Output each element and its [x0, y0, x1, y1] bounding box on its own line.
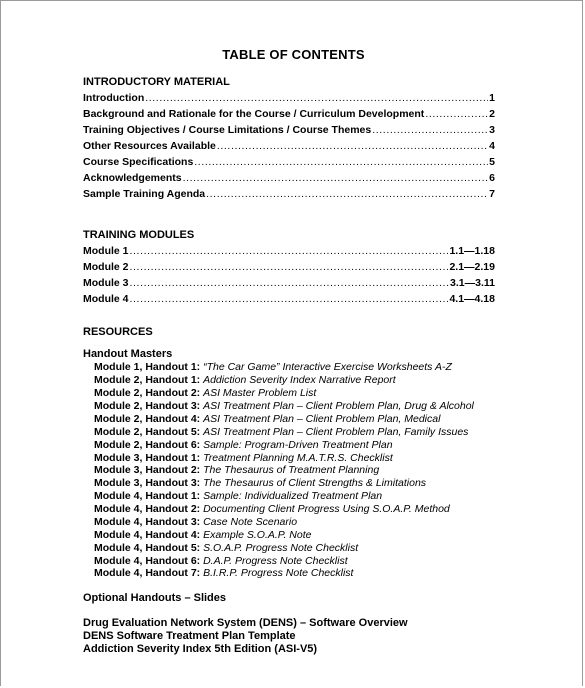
toc-entry[interactable]: [83, 140, 495, 154]
optional-handouts-heading: Optional Handouts – Slides: [83, 592, 227, 604]
toc-entry[interactable]: [83, 277, 495, 291]
handout-label: Module 2, Handout 5:: [94, 426, 201, 438]
handout-label: Module 2, Handout 4:: [94, 413, 201, 425]
section-heading-introductory: INTRODUCTORY MATERIAL: [83, 76, 230, 88]
toc-entry-label: Background and Rationale for the Course / Curriculum Development: [83, 108, 425, 120]
handout-item[interactable]: [94, 555, 348, 567]
handout-item[interactable]: [94, 503, 450, 515]
toc-entry-label: Module 1: [83, 245, 129, 257]
handout-item[interactable]: [94, 567, 353, 579]
toc-entry-page: 6: [489, 172, 495, 184]
toc-entry[interactable]: [83, 172, 495, 186]
handout-label: Module 3, Handout 2:: [94, 464, 201, 476]
toc-entry-label: Module 4: [83, 293, 129, 305]
toc-entry-page: 1.1—1.18: [449, 245, 495, 257]
toc-entry-label: Training Objectives / Course Limitations / Course Themes: [83, 124, 372, 136]
toc-entry-page: 2: [489, 108, 495, 120]
subheading-handout-masters: Handout Masters: [83, 348, 173, 360]
handout-title: Case Note Scenario: [203, 516, 298, 528]
dot-leader: [183, 172, 489, 184]
toc-entry-page: 2.1—2.19: [449, 261, 495, 273]
handout-item[interactable]: [94, 464, 379, 476]
section-heading-resources: RESOURCES: [83, 326, 153, 338]
resource-item[interactable]: DENS Software Treatment Plan Template: [83, 630, 296, 642]
handout-title: Example S.O.A.P. Note: [203, 529, 312, 541]
handout-item[interactable]: [94, 361, 452, 373]
toc-entry-page: 4: [489, 140, 495, 152]
handout-label: Module 4, Handout 3:: [94, 516, 201, 528]
dot-leader: [130, 277, 450, 289]
dot-leader: [130, 245, 449, 257]
toc-entry[interactable]: [83, 261, 495, 275]
dot-leader: [130, 261, 449, 273]
handout-label: Module 2, Handout 3:: [94, 400, 201, 412]
handout-title: The Thesaurus of Treatment Planning: [203, 464, 380, 476]
handout-label: Module 1, Handout 1:: [94, 361, 201, 373]
handout-title: D.A.P. Progress Note Checklist: [203, 555, 348, 567]
handout-item[interactable]: [94, 387, 316, 399]
toc-entry-label: Module 3: [83, 277, 129, 289]
dot-leader: [145, 92, 488, 104]
handout-item[interactable]: [94, 477, 426, 489]
handout-item[interactable]: [94, 542, 358, 554]
handout-label: Module 2, Handout 6:: [94, 439, 201, 451]
handout-title: Addiction Severity Index Narrative Report: [203, 374, 396, 386]
dot-leader: [425, 108, 488, 120]
toc-entry-label: Course Specifications: [83, 156, 194, 168]
handout-label: Module 4, Handout 1:: [94, 490, 201, 502]
dot-leader: [217, 140, 488, 152]
page-title: TABLE OF CONTENTS: [222, 47, 365, 62]
handout-title: S.O.A.P. Progress Note Checklist: [203, 542, 359, 554]
toc-entry-page: 3: [489, 124, 495, 136]
handout-item[interactable]: [94, 374, 396, 386]
handout-item[interactable]: [94, 529, 311, 541]
handout-label: Module 2, Handout 2:: [94, 387, 201, 399]
handout-label: Module 4, Handout 6:: [94, 555, 201, 567]
handout-label: Module 4, Handout 7:: [94, 567, 201, 579]
toc-entry[interactable]: [83, 156, 495, 170]
handout-title: “The Car Game” Interactive Exercise Worksheets A-Z: [203, 361, 452, 373]
handout-title: B.I.R.P. Progress Note Checklist: [203, 567, 354, 579]
dot-leader: [130, 293, 449, 305]
toc-entry[interactable]: [83, 108, 495, 122]
toc-entry-page: 7: [489, 188, 495, 200]
handout-title: ASI Master Problem List: [203, 387, 317, 399]
handout-title: ASI Treatment Plan – Client Problem Plan, Drug & Alcohol: [203, 400, 474, 412]
handout-label: Module 3, Handout 3:: [94, 477, 201, 489]
handout-item[interactable]: [94, 516, 297, 528]
handout-item[interactable]: [94, 413, 440, 425]
toc-entry-label: Introduction: [83, 92, 145, 104]
toc-entry[interactable]: [83, 245, 495, 259]
handout-title: Sample: Program-Driven Treatment Plan: [203, 439, 393, 451]
handout-label: Module 2, Handout 1:: [94, 374, 201, 386]
resource-item[interactable]: Addiction Severity Index 5th Edition (ASI-V5): [83, 643, 318, 655]
handout-label: Module 3, Handout 1:: [94, 452, 201, 464]
handout-title: Sample: Individualized Treatment Plan: [203, 490, 383, 502]
dot-leader: [372, 124, 488, 136]
toc-entry-page: 4.1—4.18: [449, 293, 495, 305]
toc-entry[interactable]: [83, 92, 495, 106]
handout-item[interactable]: [94, 490, 382, 502]
toc-entry[interactable]: [83, 293, 495, 307]
handout-label: Module 4, Handout 5:: [94, 542, 201, 554]
dot-leader: [194, 156, 488, 168]
handout-label: Module 4, Handout 2:: [94, 503, 201, 515]
dot-leader: [206, 188, 488, 200]
toc-entry-label: Module 2: [83, 261, 129, 273]
handout-title: ASI Treatment Plan – Client Problem Plan, Medical: [203, 413, 441, 425]
handout-label: Module 4, Handout 4:: [94, 529, 201, 541]
handout-item[interactable]: [94, 426, 468, 438]
toc-entry-label: Acknowledgements: [83, 172, 182, 184]
handout-item[interactable]: [94, 439, 393, 451]
handout-title: The Thesaurus of Client Strengths & Limitations: [203, 477, 427, 489]
toc-entry-page: 1: [489, 92, 495, 104]
handout-title: Treatment Planning M.A.T.R.S. Checklist: [203, 452, 393, 464]
toc-entry-label: Sample Training Agenda: [83, 188, 206, 200]
handout-item[interactable]: [94, 452, 393, 464]
handout-title: ASI Treatment Plan – Client Problem Plan, Family Issues: [203, 426, 469, 438]
handout-title: Documenting Client Progress Using S.O.A.P. Method: [203, 503, 450, 515]
toc-entry-page: 5: [489, 156, 495, 168]
toc-entry-label: Other Resources Available: [83, 140, 216, 152]
toc-entry-page: 3.1—3.11: [450, 277, 495, 289]
resource-item[interactable]: Drug Evaluation Network System (DENS) – Software Overview: [83, 617, 408, 629]
section-heading-training-modules: TRAINING MODULES: [83, 229, 195, 241]
handout-item[interactable]: [94, 400, 474, 412]
toc-entry[interactable]: [83, 124, 495, 138]
toc-entry[interactable]: [83, 188, 495, 202]
